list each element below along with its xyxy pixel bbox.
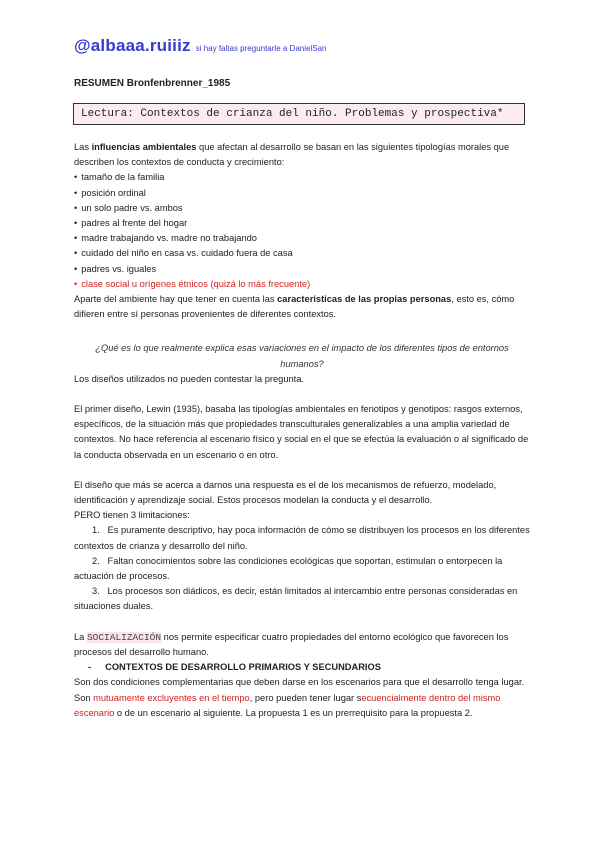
intro-bold: influencias ambientales bbox=[91, 142, 197, 152]
intro-paragraph bbox=[74, 140, 530, 170]
personal-post: , esto es, cómo difieren entre sí personas provenientes de diferentes contextos. bbox=[74, 294, 515, 320]
contexts-text: Son dos condiciones complementarias que deben darse en los escenarios para que el desarrollo tenga lugar. Son bbox=[74, 677, 525, 703]
personal-bold: características de las propias personas bbox=[277, 294, 452, 305]
limitations-list bbox=[74, 523, 530, 614]
section-heading-text: CONTEXTOS DE DESARROLLO PRIMARIOS Y SECUNDARIOS bbox=[105, 662, 381, 673]
typology-list bbox=[74, 170, 530, 292]
item-text: Es puramente descriptivo, hay poca información de cómo se distribuyen los procesos en los diferentes contextos de crianza y desarrollo del niño. bbox=[74, 525, 530, 551]
socialization-term: SOCIALIZACIÓN bbox=[86, 631, 162, 643]
contexts-highlight: ecuencialmente dentro del mismo escenario bbox=[74, 692, 501, 718]
list-item: • padres al frente del hogar bbox=[74, 216, 530, 231]
section-heading bbox=[74, 660, 530, 675]
item-number: 1. bbox=[92, 525, 100, 536]
item-text: Los procesos son diádicos, es decir, están limitados al intercambio entre personas consideradas en situaciones duales. bbox=[74, 586, 518, 612]
list-item-highlighted: • clase social u orígenes étnicos (quizá lo más frecuente) bbox=[74, 277, 530, 292]
document-body bbox=[74, 140, 530, 721]
lewin-paragraph: El primer diseño, Lewin (1935), basaba las tipologías ambientales en fenotipos y genotipos: rasgos externos, específicos, de la situación más que propiedades transculturales generalizables a una amplia variedad de contextos. No hace referencia al escenario físico y social en el que se efectúa la evaluación o al significado de la conducta observada en un escenario o en otro. bbox=[74, 404, 529, 460]
header-tagline: si hay faltas preguntarle a DanielSan bbox=[195, 44, 327, 53]
key-question: ¿Qué es lo que realmente explica esas variaciones en el impacto de los diferentes tipos de entornos humanos? bbox=[95, 343, 509, 369]
list-item: • tamaño de la familia bbox=[74, 170, 530, 185]
document-title: RESUMEN Bronfenbrenner_1985 bbox=[74, 78, 231, 89]
contexts-highlight: mutuamente excluyentes en el tiempo bbox=[93, 692, 250, 703]
list-item: • cuidado del niño en casa vs. cuidado fuera de casa bbox=[74, 246, 530, 261]
designs-answer: Los diseños utilizados no pueden contestar la pregunta. bbox=[74, 373, 304, 384]
item-text: Faltan conocimientos sobre las condiciones ecológicas que soportan, estimulan o entorpecen la actuación de procesos. bbox=[74, 555, 503, 582]
list-item bbox=[74, 584, 530, 614]
limitations-intro: PERO tienen 3 limitaciones: bbox=[74, 510, 190, 521]
header bbox=[74, 36, 326, 56]
personal-pre: Aparte del ambiente hay que tener en cuenta las bbox=[74, 294, 278, 305]
contexts-text: , pero pueden tener lugar s bbox=[249, 692, 362, 703]
item-number: 2. bbox=[92, 555, 100, 566]
list-item: • padres vs. iguales bbox=[74, 262, 530, 277]
list-item: • un solo padre vs. ambos bbox=[74, 201, 530, 216]
list-item: • posición ordinal bbox=[74, 186, 530, 201]
author-handle: @albaaa.ruiiiz bbox=[74, 36, 191, 55]
socialization-post: nos permite especificar cuatro propiedades del entorno ecológico que favorecen los procesos del desarrollo humano. bbox=[74, 631, 509, 657]
list-item bbox=[74, 523, 530, 553]
list-item: • madre trabajando vs. madre no trabajando bbox=[74, 231, 530, 246]
socialization-paragraph bbox=[74, 630, 530, 660]
reinforcement-paragraph: El diseño que más se acerca a darnos una respuesta es el de los mecanismos de refuerzo, modelado, identificación y aprendizaje social. Estos procesos modelan la conducta y el desarrollo. bbox=[74, 479, 497, 506]
personal-characteristics-paragraph bbox=[74, 292, 530, 322]
list-item bbox=[74, 554, 530, 584]
socialization-pre: La bbox=[74, 631, 87, 642]
intro-post: que afectan al desarrollo se basan en las siguientes tipologías morales que describen los contextos de conducta y crecimiento: bbox=[74, 142, 510, 168]
intro-pre: Las bbox=[74, 142, 92, 152]
contexts-paragraph bbox=[74, 675, 530, 721]
section-dash: - bbox=[88, 662, 92, 673]
item-number: 3. bbox=[92, 586, 100, 597]
lecture-title-box: Lectura: Contextos de crianza del niño. Problemas y prospectiva* bbox=[73, 103, 525, 125]
contexts-text: o de un escenario al siguiente. La propuesta 1 es un prerrequisito para la propuesta 2. bbox=[114, 707, 473, 718]
